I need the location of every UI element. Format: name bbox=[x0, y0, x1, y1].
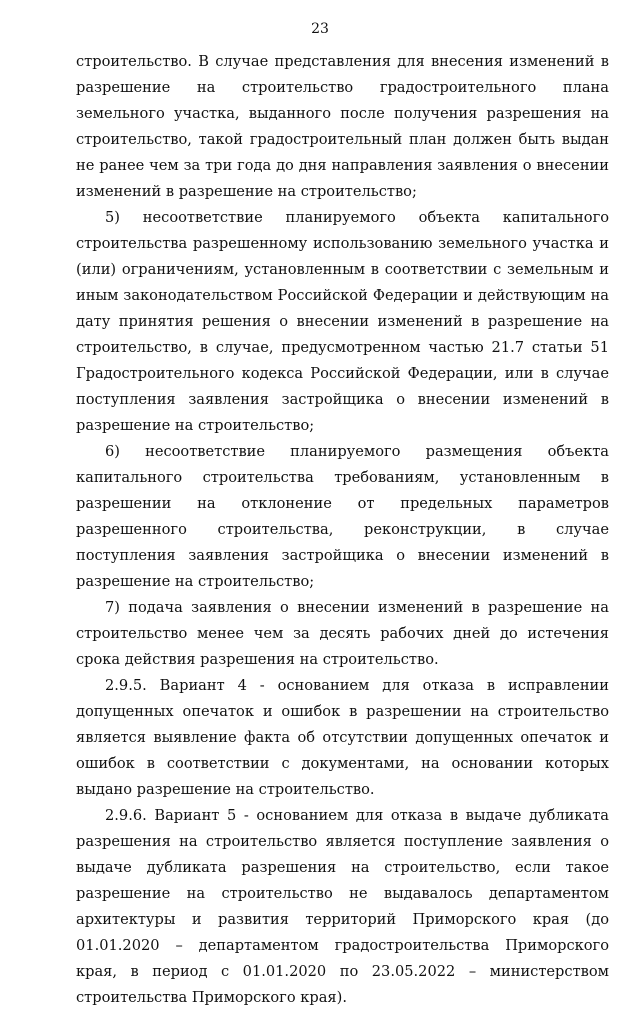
page-number: 23 bbox=[311, 21, 329, 37]
paragraph-item-7: 7) подача заявления о внесении изменений в разрешение на строительство менее чем за десять рабочих дней до истечения срока действия разрешения на строительство. bbox=[76, 599, 609, 668]
paragraph-item-6: 6) несоответствие планируемого размещения объекта капитального строительства требованиям, установленным в разрешении на отклонение от предельных параметров разрешенного строительства, реконструкции, в случае поступления заявления застройщика о внесении изменений в разрешение на строительство; bbox=[76, 443, 609, 590]
paragraph-2-9-5: 2.9.5. Вариант 4 - основанием для отказа в исправлении допущенных опечаток и ошибок в разрешении на строительство является выявление факта об отсутствии допущенных опечаток и ошибок в соответствии с документами, на основании которых выдано разрешение на строительство. bbox=[76, 677, 609, 798]
paragraph-2-9-6: 2.9.6. Вариант 5 - основанием для отказа в выдаче дубликата разрешения на строительство является поступление заявления о выдаче дубликата разрешения на строительство, если такое разрешение на строительство не выдавалось департаментом архитектуры и развития территорий Приморского края (до 01.01.2020 – департаментом градостроительства Приморского края, в период с 01.01.2020 по 23.05.2022 – министерством строительства Приморского края). bbox=[76, 807, 609, 1006]
paragraph-item-5: 5) несоответствие планируемого объекта капитального строительства разрешенному использованию земельного участка и (или) ограничениям, установленным в соответствии с земельным и иным законодательством Российской Федерации и действующим на дату принятия решения о внесении изменений в разрешение на строительство, в случае, предусмотренном частью 21.7 статьи 51 Градостроительного кодекса Российской Федерации, или в случае поступления заявления застройщика о внесении изменений в разрешение на строительство; bbox=[76, 209, 609, 434]
document-body bbox=[76, 49, 609, 1011]
paragraph-continuation: строительство. В случае представления для внесения изменений в разрешение на строительство градостроительного плана земельного участка, выданного после получения разрешения на строительство, такой градостроительный план должен быть выдан не ранее чем за три года до дня направления заявления о внесении изменений в разрешение на строительство; bbox=[76, 53, 609, 200]
